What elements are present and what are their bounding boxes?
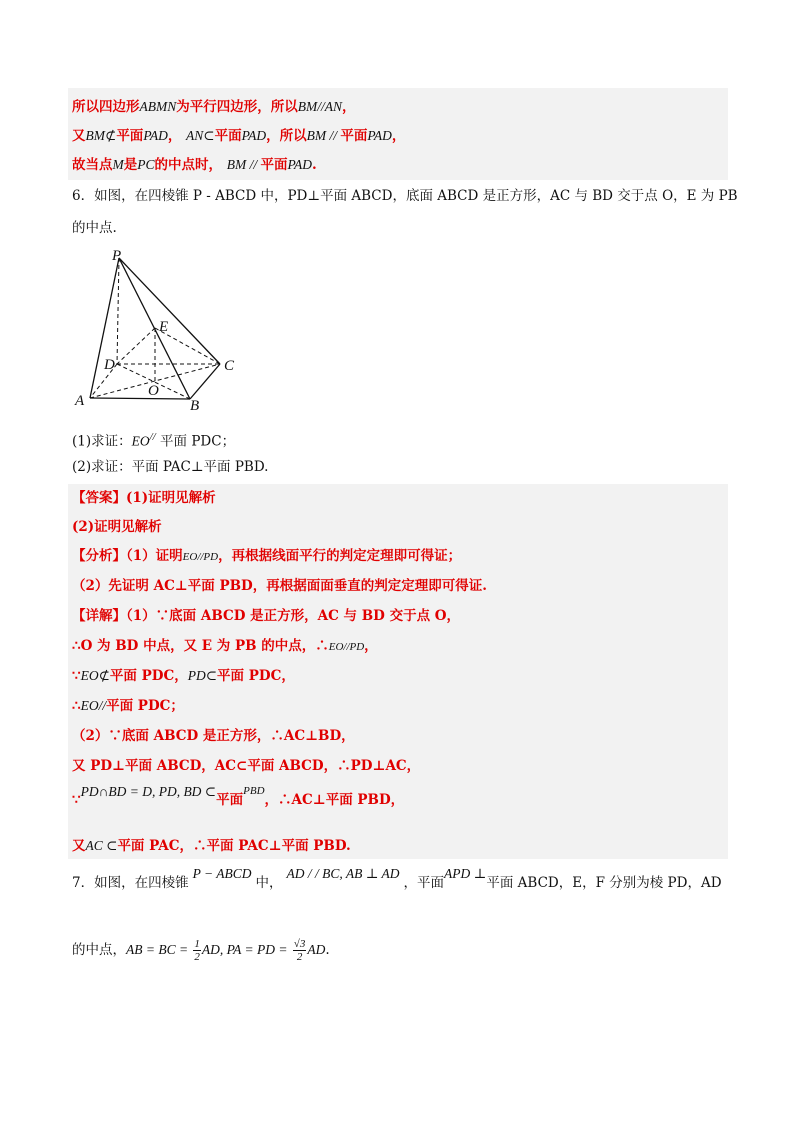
solution6-detail-4: ∴EO//平面 PDC； xyxy=(72,698,184,714)
label-C: C xyxy=(224,358,235,374)
prev-solution-line-1: 所以四边形ABMN为平行四边形，所以BM//AN， xyxy=(72,99,356,115)
solution6-detail-1: 【详解】（1）∵底面 ABCD 是正方形，AC 与 BD 交于点 O， xyxy=(72,608,461,624)
solution6-detail-2: ∴O 为 BD 中点，又 E 为 PB 的中点，∴EO//PD， xyxy=(72,638,378,654)
problem6-question-2: (2)求证：平面 PAC⊥平面 PBD. xyxy=(72,459,269,475)
label-O: O xyxy=(148,383,159,399)
problem7-line-2: 的中点，AB = BC = $\frac{1}{2}$ AD, PA = PD = $\frac{√3}{2}$ AD. xyxy=(72,938,330,963)
solution6-detail-6: 又 PD⊥平面 ABCD，AC⊂平面 ABCD，∴PD⊥AC， xyxy=(72,758,421,774)
prev-solution-line-3: 故当点M是PC的中点时， BM // 平面PAD. xyxy=(72,157,317,173)
label-D: D xyxy=(104,357,115,373)
fraction-sqrt3-half: $\frac{√3}{2}$ xyxy=(293,938,306,963)
problem6-line-1: 6．如图，在四棱锥 P - ABCD 中，PD⊥平面 ABCD，底面 ABCD 是正方形，AC 与 BD 交于点 O，E 为 PB xyxy=(72,188,738,204)
fraction-one-half: $\frac{1}{2}$ xyxy=(194,938,200,963)
problem6-question-1: (1)求证：EO// 平面 PDC； xyxy=(72,431,236,450)
solution6-detail-5: （2）∵底面 ABCD 是正方形，∴AC⊥BD， xyxy=(72,728,355,744)
solution6-detail-8: 又AC ⊂平面 PAC，∴平面 PAC⊥平面 PBD. xyxy=(72,838,351,854)
prev-solution-line-2: 又BM⊄平面PAD， AN⊂平面PAD，所以BM // 平面PAD， xyxy=(72,128,406,144)
solution6-analysis-1: 【分析】（1）证明EO//PD，再根据线面平行的判定定理即可得证； xyxy=(72,548,462,564)
solution6-detail-7: ∵PD∩BD = D, PD, BD ⊂平面$^{PBD}$，∴AC⊥平面 PBD， xyxy=(72,784,405,808)
pyramid-figure xyxy=(70,248,250,418)
solution6-analysis-2: （2）先证明 AC⊥平面 PBD，再根据面面垂直的判定定理即可得证. xyxy=(72,578,487,594)
label-A: A xyxy=(75,393,85,409)
label-P: P xyxy=(112,248,122,264)
solution6-detail-3: ∵EO⊄平面 PDC，PD⊂平面 PDC， xyxy=(72,668,295,684)
problem7-line-1: 7．如图，在四棱锥P − ABCD中，AD / / BC, AB ⊥ AD，平面APD ⊥平面 ABCD，E，F 分别为棱 PD，AD xyxy=(72,866,722,891)
label-E: E xyxy=(159,319,169,335)
solution6-answer-2: (2)证明见解析 xyxy=(72,519,162,535)
solution6-answer-1: 【答案】(1)证明见解析 xyxy=(72,490,216,506)
label-B: B xyxy=(190,398,200,414)
problem6-line-2: 的中点. xyxy=(72,220,117,236)
